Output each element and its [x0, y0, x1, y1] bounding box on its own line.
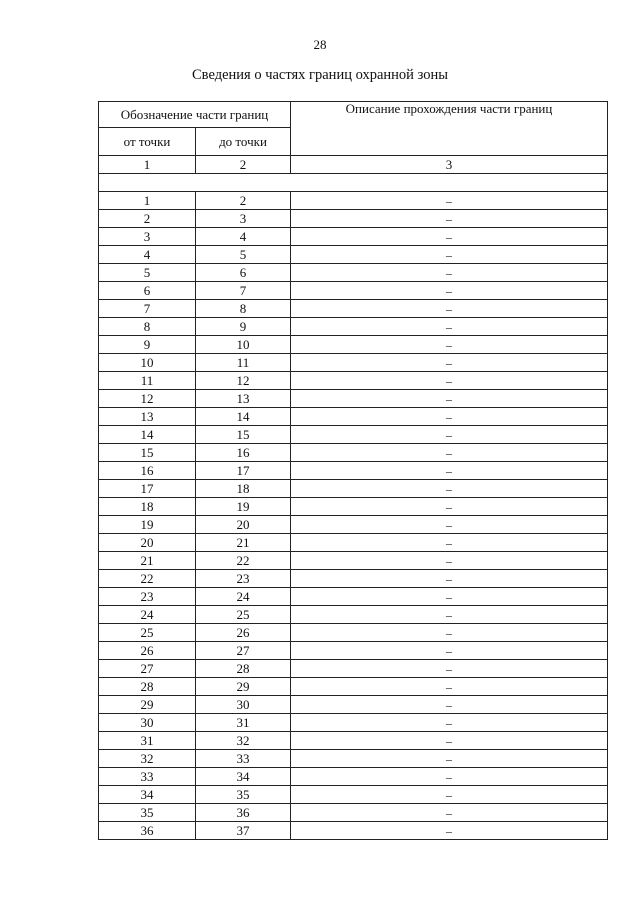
table-row [99, 714, 608, 732]
description-cell: – [291, 228, 608, 246]
description-cell: – [291, 300, 608, 318]
blank-section-row [99, 174, 608, 192]
description-cell: – [291, 192, 608, 210]
table-row [99, 480, 608, 498]
table-row [99, 624, 608, 642]
table-row [99, 642, 608, 660]
table-row [99, 786, 608, 804]
description-cell: – [291, 282, 608, 300]
from-point-header: от точки [99, 128, 196, 156]
table-row [99, 228, 608, 246]
to-point-cell: 8 [196, 300, 291, 318]
description-cell: – [291, 660, 608, 678]
description-cell: – [291, 516, 608, 534]
to-point-cell: 22 [196, 552, 291, 570]
description-cell: – [291, 390, 608, 408]
from-point-cell: 8 [99, 318, 196, 336]
table-row [99, 534, 608, 552]
to-point-cell: 17 [196, 462, 291, 480]
table-row [99, 300, 608, 318]
to-point-cell: 23 [196, 570, 291, 588]
table-row [99, 804, 608, 822]
from-point-cell: 24 [99, 606, 196, 624]
to-point-cell: 33 [196, 750, 291, 768]
description-cell: – [291, 822, 608, 840]
to-point-cell: 2 [196, 192, 291, 210]
from-point-cell: 18 [99, 498, 196, 516]
from-point-cell: 29 [99, 696, 196, 714]
table-row [99, 768, 608, 786]
description-cell: – [291, 426, 608, 444]
from-point-cell: 23 [99, 588, 196, 606]
from-point-cell: 19 [99, 516, 196, 534]
from-point-cell: 13 [99, 408, 196, 426]
table-row [99, 444, 608, 462]
boundary-parts-table [98, 101, 608, 840]
from-point-cell: 22 [99, 570, 196, 588]
table-row [99, 750, 608, 768]
description-cell: – [291, 678, 608, 696]
to-point-header: до точки [196, 128, 291, 156]
from-point-cell: 7 [99, 300, 196, 318]
from-point-cell: 2 [99, 210, 196, 228]
description-cell: – [291, 624, 608, 642]
to-point-cell: 37 [196, 822, 291, 840]
from-point-cell: 31 [99, 732, 196, 750]
table-row [99, 552, 608, 570]
from-point-cell: 14 [99, 426, 196, 444]
to-point-cell: 20 [196, 516, 291, 534]
table-row [99, 372, 608, 390]
description-cell: – [291, 444, 608, 462]
description-cell: – [291, 498, 608, 516]
description-cell: – [291, 354, 608, 372]
description-cell: – [291, 480, 608, 498]
from-point-cell: 6 [99, 282, 196, 300]
description-cell: – [291, 786, 608, 804]
description-cell: – [291, 714, 608, 732]
description-cell: – [291, 372, 608, 390]
table-row [99, 336, 608, 354]
column-number: 1 [99, 156, 196, 174]
description-cell: – [291, 570, 608, 588]
description-cell: – [291, 264, 608, 282]
description-cell: – [291, 804, 608, 822]
table-row [99, 696, 608, 714]
to-point-cell: 28 [196, 660, 291, 678]
to-point-cell: 24 [196, 588, 291, 606]
to-point-cell: 6 [196, 264, 291, 282]
to-point-cell: 5 [196, 246, 291, 264]
from-point-cell: 9 [99, 336, 196, 354]
from-point-cell: 16 [99, 462, 196, 480]
page-number: 28 [313, 37, 327, 52]
table-row [99, 822, 608, 840]
from-point-cell: 36 [99, 822, 196, 840]
designation-header: Обозначение части границ [99, 102, 291, 128]
to-point-cell: 19 [196, 498, 291, 516]
table-row [99, 408, 608, 426]
from-point-cell: 3 [99, 228, 196, 246]
from-point-cell: 25 [99, 624, 196, 642]
from-point-cell: 27 [99, 660, 196, 678]
table-row [99, 732, 608, 750]
to-point-cell: 35 [196, 786, 291, 804]
table-row [99, 678, 608, 696]
description-cell: – [291, 588, 608, 606]
to-point-cell: 13 [196, 390, 291, 408]
to-point-cell: 21 [196, 534, 291, 552]
from-point-cell: 26 [99, 642, 196, 660]
description-cell: – [291, 210, 608, 228]
description-cell: – [291, 408, 608, 426]
table-row [99, 282, 608, 300]
from-point-cell: 33 [99, 768, 196, 786]
from-point-cell: 21 [99, 552, 196, 570]
description-cell: – [291, 732, 608, 750]
to-point-cell: 4 [196, 228, 291, 246]
from-point-cell: 28 [99, 678, 196, 696]
to-point-cell: 26 [196, 624, 291, 642]
to-point-cell: 36 [196, 804, 291, 822]
description-cell: – [291, 318, 608, 336]
table-row [99, 462, 608, 480]
description-cell: – [291, 768, 608, 786]
table-row [99, 606, 608, 624]
to-point-cell: 11 [196, 354, 291, 372]
to-point-cell: 16 [196, 444, 291, 462]
from-point-cell: 30 [99, 714, 196, 732]
table-row [99, 210, 608, 228]
to-point-cell: 10 [196, 336, 291, 354]
from-point-cell: 34 [99, 786, 196, 804]
to-point-cell: 9 [196, 318, 291, 336]
from-point-cell: 10 [99, 354, 196, 372]
to-point-cell: 12 [196, 372, 291, 390]
to-point-cell: 29 [196, 678, 291, 696]
from-point-cell: 5 [99, 264, 196, 282]
table-row [99, 498, 608, 516]
from-point-cell: 12 [99, 390, 196, 408]
description-cell: – [291, 606, 608, 624]
table-row [99, 246, 608, 264]
table-row [99, 516, 608, 534]
from-point-cell: 32 [99, 750, 196, 768]
to-point-cell: 15 [196, 426, 291, 444]
table-row [99, 264, 608, 282]
from-point-cell: 35 [99, 804, 196, 822]
to-point-cell: 32 [196, 732, 291, 750]
table-row [99, 192, 608, 210]
description-cell: – [291, 534, 608, 552]
from-point-cell: 20 [99, 534, 196, 552]
description-cell: – [291, 246, 608, 264]
from-point-cell: 15 [99, 444, 196, 462]
table-body [99, 192, 608, 840]
table-row [99, 660, 608, 678]
from-point-cell: 17 [99, 480, 196, 498]
description-cell: – [291, 462, 608, 480]
table-row [99, 390, 608, 408]
from-point-cell: 1 [99, 192, 196, 210]
to-point-cell: 31 [196, 714, 291, 732]
to-point-cell: 30 [196, 696, 291, 714]
to-point-cell: 18 [196, 480, 291, 498]
to-point-cell: 27 [196, 642, 291, 660]
to-point-cell: 14 [196, 408, 291, 426]
table-row [99, 588, 608, 606]
to-point-cell: 34 [196, 768, 291, 786]
column-number: 3 [291, 156, 608, 174]
description-cell: – [291, 696, 608, 714]
description-cell: – [291, 552, 608, 570]
column-number: 2 [196, 156, 291, 174]
to-point-cell: 25 [196, 606, 291, 624]
document-title: Сведения о частях границ охранной зоны [192, 67, 448, 83]
table-row [99, 426, 608, 444]
description-header: Описание прохождения части границ [291, 102, 608, 156]
table-row [99, 354, 608, 372]
to-point-cell: 7 [196, 282, 291, 300]
description-cell: – [291, 750, 608, 768]
from-point-cell: 4 [99, 246, 196, 264]
table-row [99, 318, 608, 336]
table-row [99, 570, 608, 588]
description-cell: – [291, 336, 608, 354]
from-point-cell: 11 [99, 372, 196, 390]
to-point-cell: 3 [196, 210, 291, 228]
description-cell: – [291, 642, 608, 660]
